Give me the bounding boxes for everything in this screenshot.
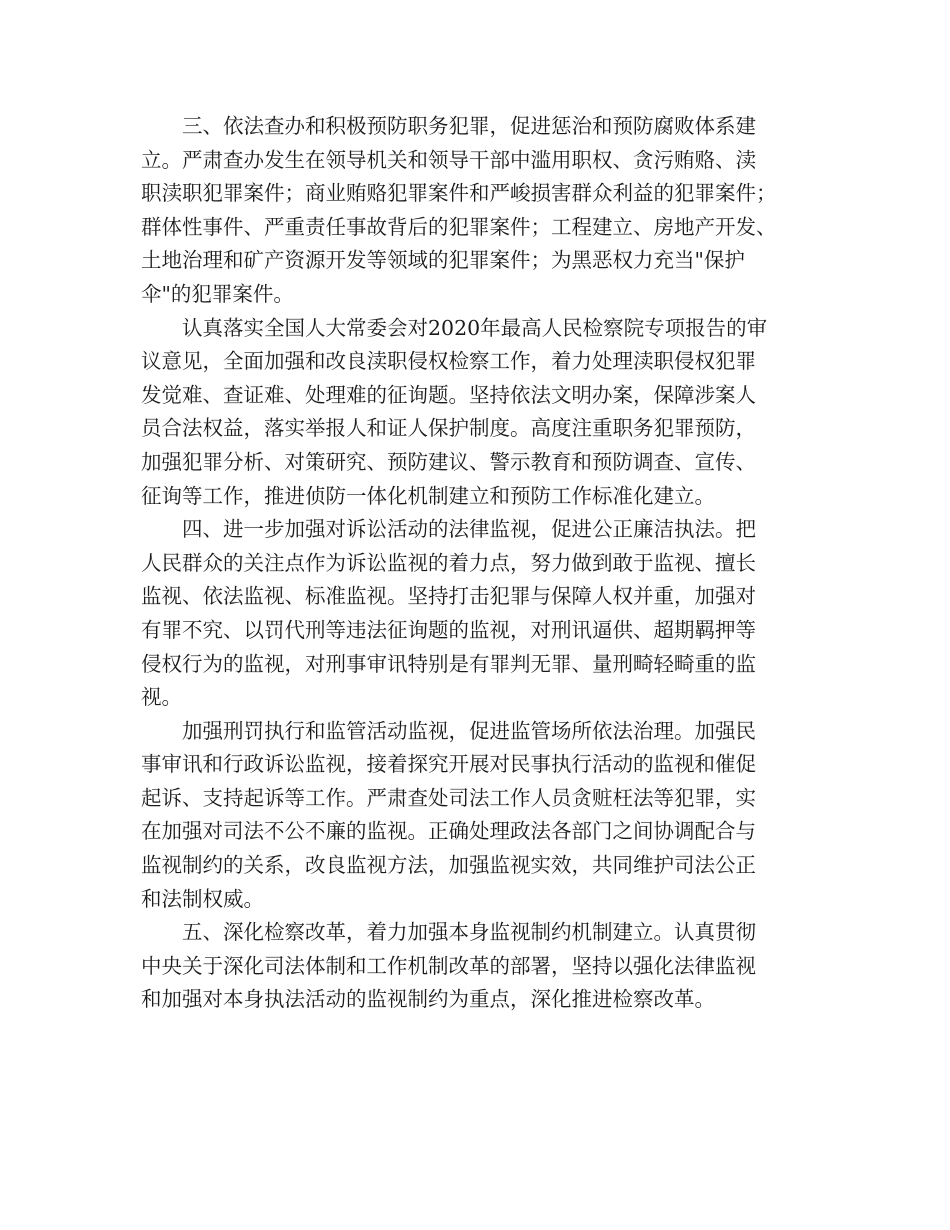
text-line: 监视、依法监视、标准监视。坚持打击犯罪与保障人权并重，加强对 [141, 584, 756, 609]
text-line: 议意见，全面加强和改良渎职侵权检察工作，着力处理渎职侵权犯罪 [141, 349, 756, 374]
text-line: 四、进一步加强对诉讼活动的法律监视，促进公正廉洁执法。把 [182, 517, 756, 542]
text-line: 五、深化检察改革，着力加强本身监视制约机制建立。认真贯彻 [182, 920, 756, 945]
text-line: 职渎职犯罪案件；商业贿赂犯罪案件和严峻损害群众利益的犯罪案件； [141, 181, 777, 206]
paragraph-2 [141, 312, 821, 514]
text-line: 视。 [141, 685, 182, 710]
text-line: 加强刑罚执行和监管活动监视，促进监管场所依法治理。加强民 [182, 718, 756, 743]
text-line: 中央关于深化司法体制和工作机制改革的部署，坚持以强化法律监视 [141, 953, 756, 978]
paragraph-1 [141, 110, 821, 312]
text-line: 征询等工作，推进侦防一体化机制建立和预防工作标准化建立。 [141, 483, 715, 508]
text-line: 起诉、支持起诉等工作。严肃查处司法工作人员贪赃枉法等犯罪，实 [141, 785, 756, 810]
paragraph-5 [141, 916, 821, 1017]
text-line: 和法制权威。 [141, 886, 264, 911]
text-line: 和加强对本身执法活动的监视制约为重点，深化推进检察改革。 [141, 987, 715, 1012]
text-line: 三、依法查办和积极预防职务犯罪，促进惩治和预防腐败体系建 [182, 114, 756, 138]
paragraph-4 [141, 715, 821, 917]
text-line: 侵权行为的监视，对刑事审讯特别是有罪判无罪、量刑畸轻畸重的监 [141, 651, 756, 676]
text-line: 事审讯和行政诉讼监视，接着探究开展对民事执行活动的监视和催促 [141, 752, 756, 777]
text-line: 在加强对司法不公不廉的监视。正确处理政法各部门之间协调配合与 [141, 819, 756, 844]
document-body [141, 110, 821, 1017]
text-line: 监视制约的关系，改良监视方法，加强监视实效，共同维护司法公正 [141, 853, 756, 878]
paragraph-3 [141, 513, 821, 715]
text-line: 认真落实全国人大常委会对2020年最高人民检察院专项报告的审 [182, 315, 768, 340]
text-line: 土地治理和矿产资源开发等领域的犯罪案件；为黑恶权力充当"保护 [141, 248, 745, 273]
text-line: 发觉难、查证难、处理难的征询题。坚持依法文明办案，保障涉案人 [141, 382, 756, 407]
text-line: 加强犯罪分析、对策研究、预防建议、警示教育和预防调查、宣传、 [141, 449, 756, 474]
text-line: 人民群众的关注点作为诉讼监视的着力点，努力做到敢于监视、擅长 [141, 550, 756, 575]
text-line: 立。严肃查办发生在领导机关和领导干部中滥用职权、贪污贿赂、渎 [141, 147, 756, 172]
text-line: 有罪不究、以罚代刑等违法征询题的监视，对刑讯逼供、超期羁押等 [141, 617, 756, 642]
text-line: 群体性事件、严重责任事故背后的犯罪案件；工程建立、房地产开发、 [141, 214, 777, 239]
text-line: 员合法权益，落实举报人和证人保护制度。高度注重职务犯罪预防， [141, 416, 756, 441]
text-line: 伞"的犯罪案件。 [141, 281, 294, 306]
